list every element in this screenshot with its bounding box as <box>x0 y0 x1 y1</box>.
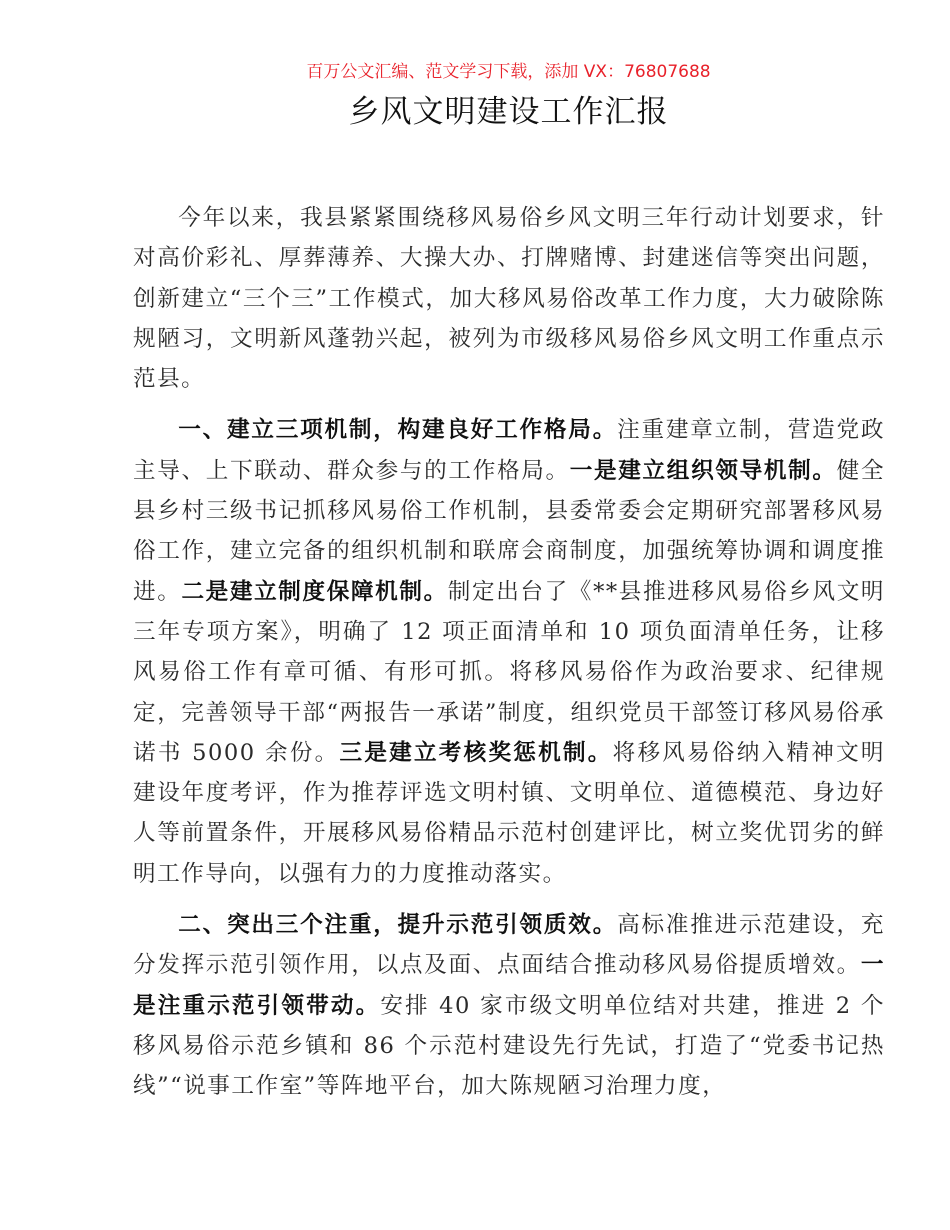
intro-text: 今年以来，我县紧紧围绕移风易俗乡风文明三年行动计划要求，针对高价彩礼、厚葬薄养、大操大办、打牌赌博、封建迷信等突出问题，创新建立“三个三”工作模式，加大移风易俗改革工作力度，大力破除陈规陋习，文明新风蓬勃兴起，被列为市级移风易俗乡风文明工作重点示范县。 <box>133 205 885 393</box>
watermark-banner: 百万公文汇编、范文学习下载，添加 VX：76807688 <box>306 62 711 82</box>
document-body <box>133 198 885 1118</box>
section-1-point-1-heading: 一是建立组织领导机制。 <box>569 457 837 484</box>
section-2-text: 高标准推进示范建设，充分发挥示范引领作用，以点及面、点面结合推动移风易俗提质增效。 <box>133 912 885 979</box>
section-2-point-1-heading: 一是注重示范引领带动。 <box>133 952 885 1019</box>
section-1-point-2-text: 制定出台了《**县推进移风易俗乡风文明三年专项方案》，明确了 12 项正面清单和 10 项负面清单任务，让移风易俗工作有章可循、有形可抓。将移风易俗作为政治要求、纪律规定，完善领导干部“两报告一承诺”制度，组织党员干部签订移风易俗承诺书 5000 余份。 <box>133 578 886 766</box>
section-1-point-2-heading: 二是建立制度保障机制。 <box>181 578 448 605</box>
section-1-point-3-heading: 三是建立考核奖惩机制。 <box>339 739 613 766</box>
section-2-heading: 二、突出三个注重，提升示范引领质效。 <box>178 912 618 939</box>
paragraph-section-1 <box>133 410 885 894</box>
section-2-point-1-text: 安排 40 家市级文明单位结对共建，推进 2 个移风易俗示范乡镇和 86 个示范村建设先行先试，打造了“党委书记热线”“说事工作室”等阵地平台，加大陈规陋习治理力度， <box>133 992 885 1100</box>
paragraph-intro <box>133 198 885 399</box>
section-1-point-1-text: 健全县乡村三级书记抓移风易俗工作机制，县委常委会定期研究部署移风易俗工作，建立完备的组织机制和联席会商制度，加强统筹协调和调度推进。 <box>133 457 886 605</box>
section-1-heading: 一、建立三项机制，构建良好工作格局。 <box>178 417 618 444</box>
section-1-point-3-text: 将移风易俗纳入精神文明建设年度考评，作为推荐评选文明村镇、文明单位、道德模范、身边好人等前置条件，开展移风易俗精品示范村创建评比，树立奖优罚劣的鲜明工作导向，以强有力的力度推动落实。 <box>133 739 885 887</box>
section-1-text: 注重建章立制，营造党政主导、上下联动、群众参与的工作格局。 <box>133 417 885 484</box>
paragraph-section-2 <box>133 905 885 1106</box>
document-title: 乡风文明建设工作汇报 <box>348 94 669 130</box>
